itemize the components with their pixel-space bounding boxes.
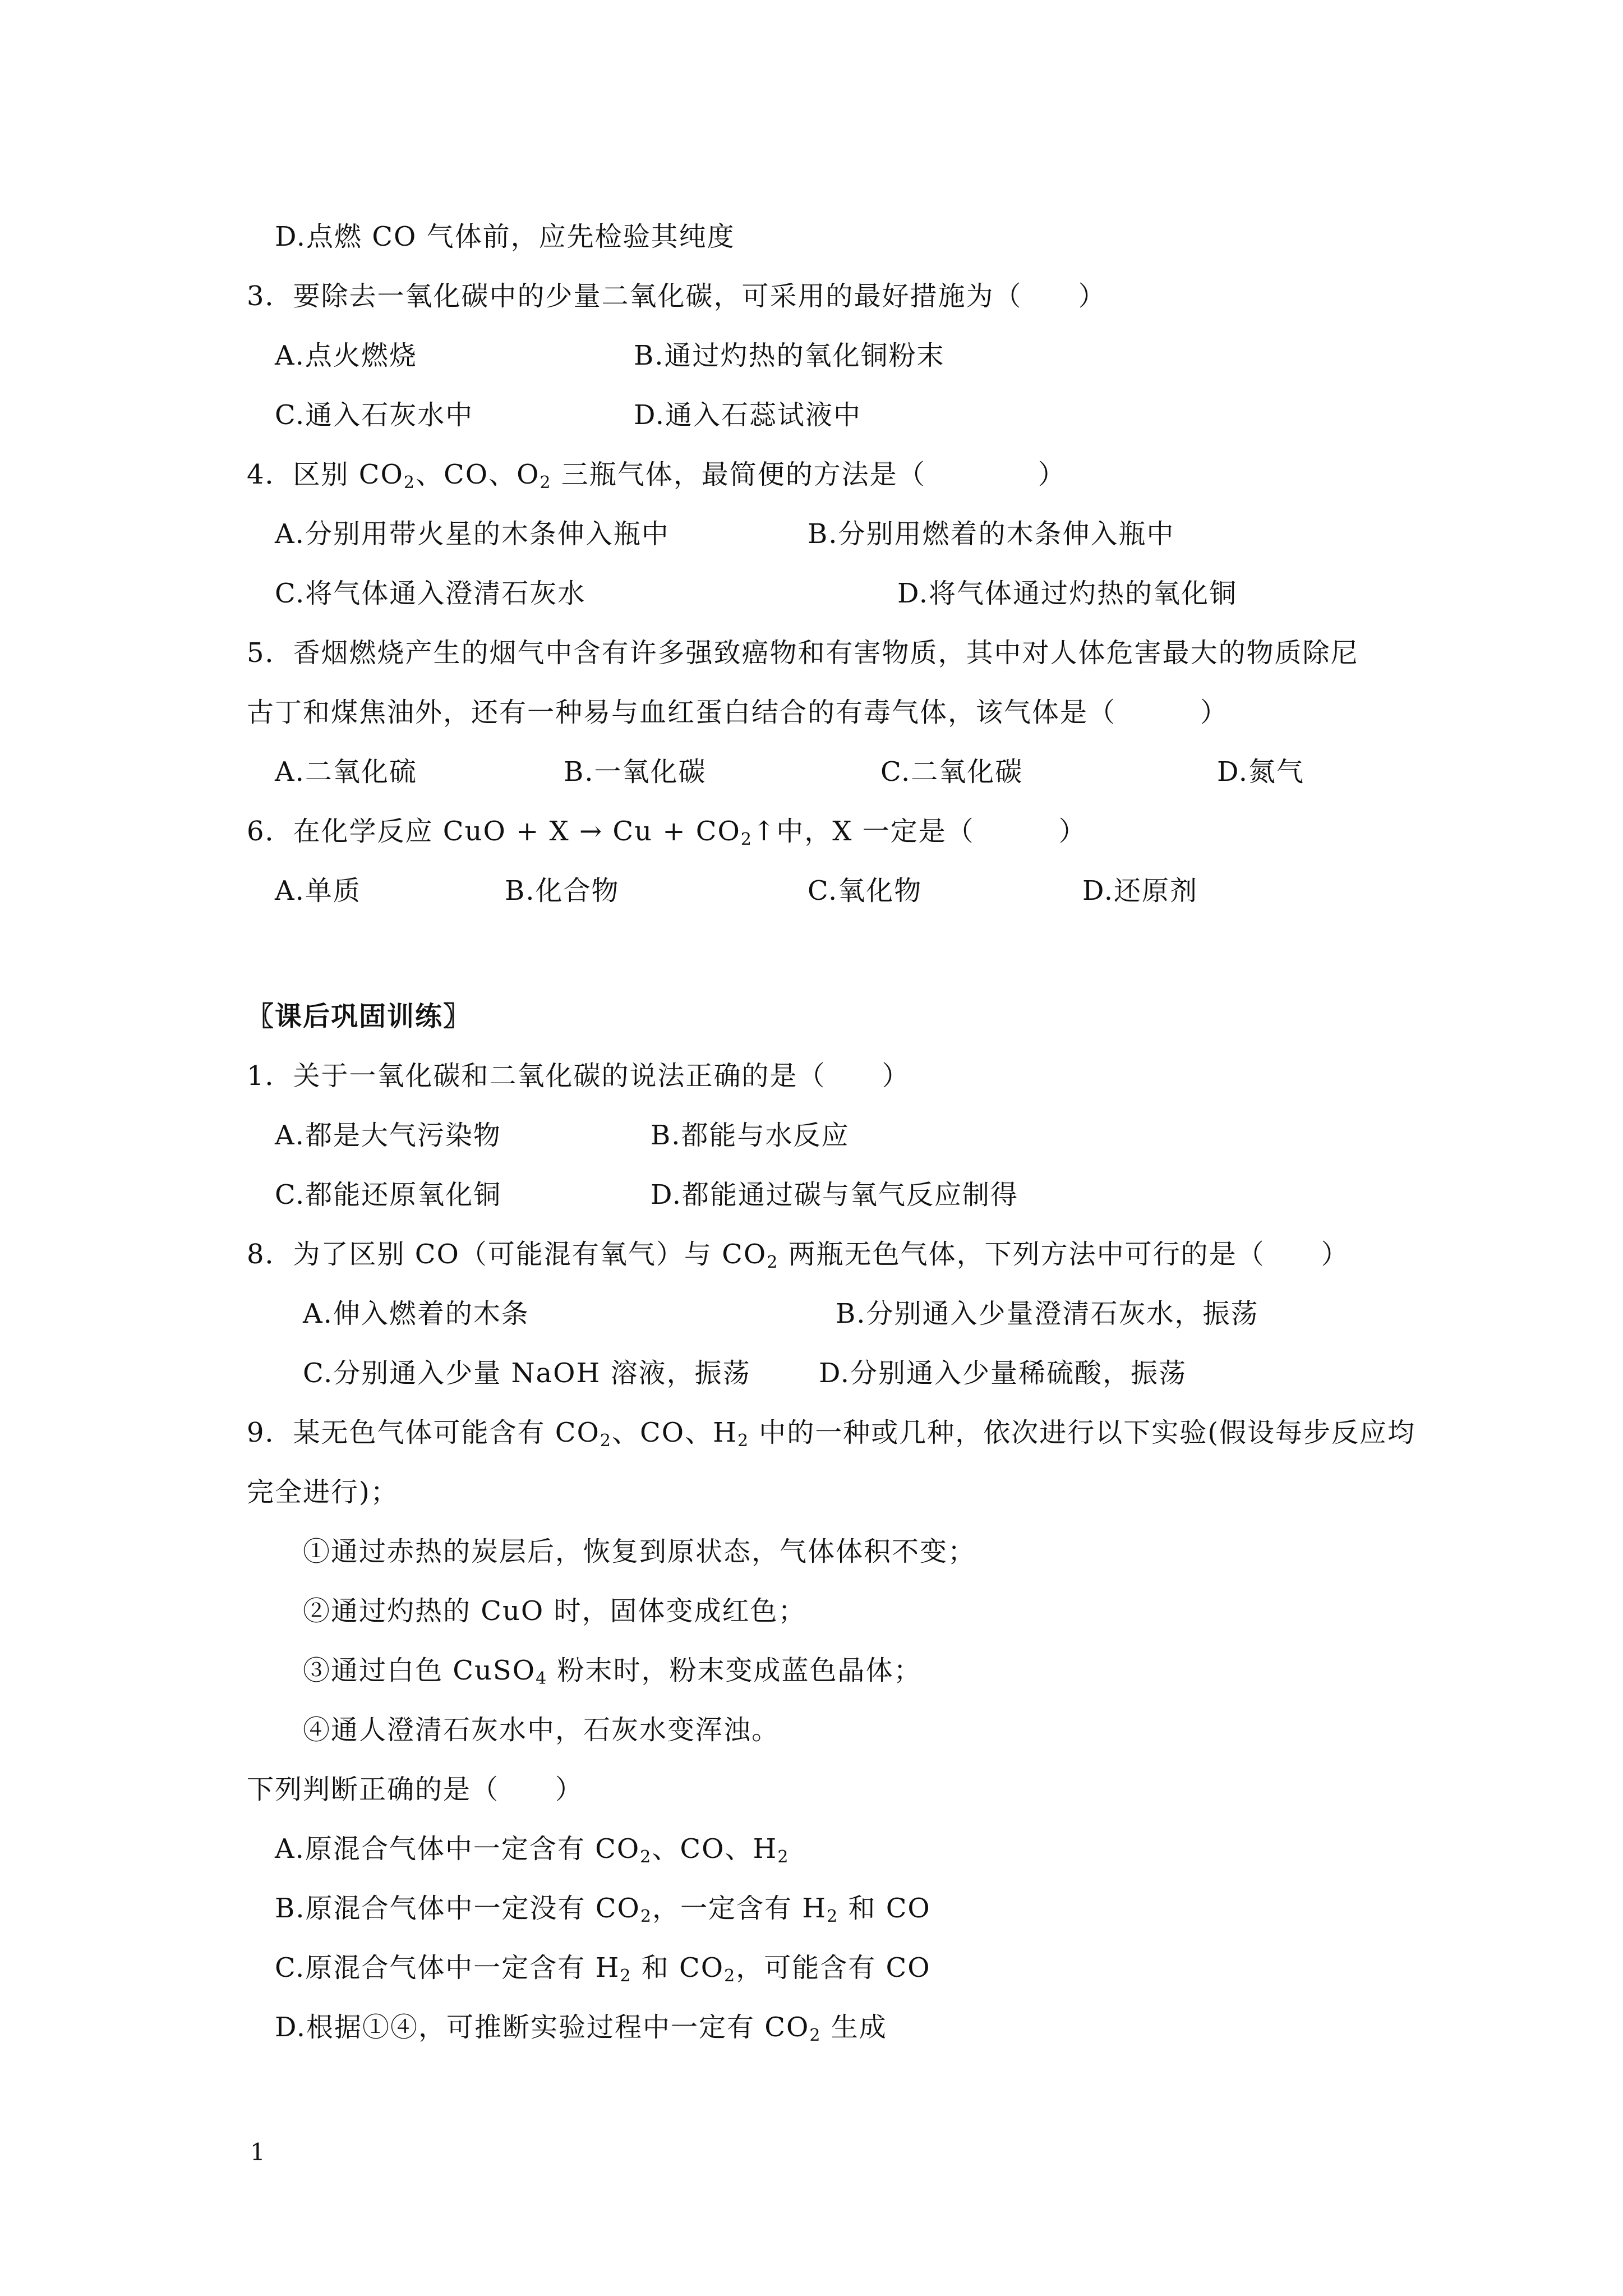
q5-option-d: D.氮气 <box>1217 756 1305 788</box>
h9-option-b <box>275 1892 931 1925</box>
h1-option-c: C.都能还原氧化铜 <box>275 1179 502 1211</box>
h9-b-part: B.原混合气体中一定没有 CO <box>275 1893 640 1924</box>
h9-stem <box>247 1416 1415 1450</box>
h9-subscript: 2 <box>827 1907 839 1926</box>
q4-option-a: A.分别用带火星的木条伸入瓶中 <box>275 518 670 550</box>
h9-stem-line2: 完全进行)； <box>247 1476 399 1508</box>
h9-stem-part: 9．某无色气体可能含有 CO <box>247 1417 600 1448</box>
h9-step-2: ②通过灼热的 CuO 时，固体变成红色； <box>303 1595 806 1627</box>
h9-stem-part: 、CO、H <box>611 1417 737 1448</box>
q4-stem-part: 三瓶气体，最简便的方法是（ ） <box>551 459 1066 490</box>
q4-stem <box>247 458 1066 491</box>
h9-subscript: 2 <box>777 1847 790 1867</box>
page-number: 1 <box>250 2138 265 2166</box>
q4-stem-part: 、CO、O <box>415 459 540 490</box>
h8-option-c: C.分别通入少量 NaOH 溶液，振荡 <box>303 1358 751 1389</box>
h9-a-part: 、CO、H <box>652 1833 778 1865</box>
q3-option-a: A.点火燃烧 <box>275 340 417 371</box>
q4-option-b: B.分别用燃着的木条伸入瓶中 <box>808 518 1175 550</box>
q6-option-a: A.单质 <box>275 875 361 907</box>
h8-option-d: D.分别通入少量稀硫酸，振荡 <box>819 1358 1187 1389</box>
h1-option-a: A.都是大气污染物 <box>275 1120 501 1151</box>
h9-c-part: ，可能含有 CO <box>736 1952 931 1984</box>
q5-stem-line2: 古丁和煤焦油外，还有一种易与血红蛋白结合的有毒气体，该气体是（ ） <box>247 697 1229 728</box>
q4-subscript: 2 <box>540 473 552 493</box>
h9-stem-part: 中的一种或几种，依次进行以下实验(假设每步反应均 <box>749 1417 1416 1448</box>
q4-subscript: 2 <box>403 473 416 493</box>
q5-stem-line1: 5．香烟燃烧产生的烟气中含有许多强致癌物和有害物质，其中对人体危害最大的物质除尼 <box>247 637 1359 669</box>
h9-subscript: 2 <box>809 2026 822 2045</box>
h9-subscript: 2 <box>640 1907 652 1926</box>
h9-subscript: 2 <box>620 1966 632 1986</box>
h9-option-c <box>275 1951 931 1985</box>
q6-subscript: 2 <box>740 830 753 849</box>
q3-option-b: B.通过灼热的氧化铜粉末 <box>634 340 945 371</box>
q5-option-a: A.二氧化硫 <box>275 756 417 788</box>
h9-subscript: 2 <box>737 1431 750 1451</box>
q4-option-c: C.将气体通入澄清石灰水 <box>275 578 586 609</box>
q6-option-b: B.化合物 <box>505 875 620 907</box>
h9-step-4: ④通人澄清石灰水中，石灰水变浑浊。 <box>303 1714 780 1746</box>
h9-subscript: 2 <box>724 1966 736 1986</box>
h8-stem-part: 两瓶无色气体，下列方法中可行的是（ ） <box>778 1239 1349 1270</box>
h9-step-1: ①通过赤热的炭层后，恢复到原状态，气体体积不变； <box>303 1536 976 1567</box>
h9-c-part: C.原混合气体中一定含有 H <box>275 1952 620 1984</box>
q6-option-d: D.还原剂 <box>1082 875 1198 907</box>
h9-b-part: ，一定含有 H <box>652 1893 827 1924</box>
q6-stem-part: ↑中，X 一定是（ ） <box>752 816 1087 847</box>
h9-subscript: 2 <box>640 1847 652 1867</box>
h8-subscript: 2 <box>767 1253 779 1272</box>
h9-option-a <box>275 1832 789 1866</box>
q2-option-d: D.点燃 CO 气体前，应先检验其纯度 <box>275 221 735 252</box>
h8-option-b: B.分别通入少量澄清石灰水，振荡 <box>836 1298 1259 1329</box>
q4-stem-part: 4．区别 CO <box>247 459 404 490</box>
h9-d-part: 生成 <box>821 2012 887 2043</box>
h9-step3-part: ③通过白色 CuSO <box>303 1655 536 1686</box>
h9-subscript: 2 <box>600 1431 612 1451</box>
h9-step-3 <box>303 1654 922 1687</box>
h9-step3-part: 粉末时，粉末变成蓝色晶体； <box>547 1655 922 1686</box>
q5-option-b: B.一氧化碳 <box>564 756 707 788</box>
h8-stem <box>247 1237 1349 1271</box>
q6-option-c: C.氧化物 <box>808 875 923 907</box>
section-title: 〖课后巩固训练〗 <box>247 1001 472 1032</box>
h1-option-d: D.都能通过碳与氧气反应制得 <box>651 1179 1019 1211</box>
q5-option-c: C.二氧化碳 <box>880 756 1023 788</box>
h9-c-part: 和 CO <box>631 1952 725 1984</box>
h8-option-a: A.伸入燃着的木条 <box>303 1298 529 1329</box>
h9-b-part: 和 CO <box>838 1893 931 1924</box>
h9-question: 下列判断正确的是（ ） <box>247 1774 584 1805</box>
q3-option-d: D.通入石蕊试液中 <box>634 399 862 431</box>
h1-option-b: B.都能与水反应 <box>651 1120 850 1151</box>
h9-a-part: A.原混合气体中一定含有 CO <box>275 1833 640 1865</box>
h1-stem: 1．关于一氧化碳和二氧化碳的说法正确的是（ ） <box>247 1060 910 1092</box>
h8-stem-part: 8．为了区别 CO（可能混有氧气）与 CO <box>247 1239 767 1270</box>
h9-d-part: D.根据①④，可推断实验过程中一定有 CO <box>275 2012 810 2043</box>
q3-stem: 3．要除去一氧化碳中的少量二氧化碳，可采用的最好措施为（ ） <box>247 280 1106 312</box>
q4-option-d: D.将气体通过灼热的氧化铜 <box>897 578 1238 609</box>
h9-subscript: 4 <box>536 1669 548 1688</box>
h9-option-d <box>275 2010 887 2044</box>
q3-option-c: C.通入石灰水中 <box>275 399 474 431</box>
q6-stem <box>247 815 1087 848</box>
q6-stem-part: 6．在化学反应 CuO + X → Cu + CO <box>247 816 741 847</box>
